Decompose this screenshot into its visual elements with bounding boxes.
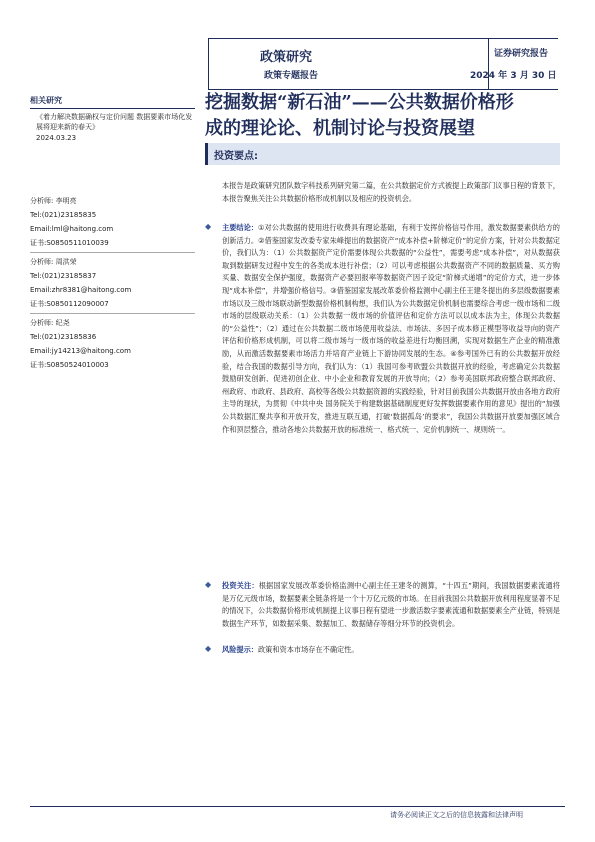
- section-tag: [205, 143, 560, 165]
- investment-focus: [222, 580, 560, 630]
- analyst-divider: [30, 252, 195, 253]
- analyst-name-2: 分析师: 周洪荣: [30, 258, 77, 266]
- analyst-email-3[interactable]: Email:jy14213@haitong.com: [30, 347, 131, 355]
- related-item[interactable]: 《着力解决数据确权与定价问题 数据要素市场化发展将迎来新的春天》: [36, 113, 193, 131]
- analyst-email-2[interactable]: Email:zhr8381@haitong.com: [30, 286, 132, 294]
- invest-label: 投资关注：: [222, 581, 259, 590]
- sidebar-related: [30, 96, 195, 143]
- main-conclusions: [222, 222, 560, 436]
- analyst-cert-2: 证书:S0850112090007: [30, 300, 109, 308]
- related-title: 相关研究: [30, 96, 62, 105]
- analyst-divider: [30, 313, 195, 314]
- intro-paragraph: 本报告是政策研究团队数字科技系列研究第二篇，在公共数据定价方式被提上政策部门议事日程的背景下，本报告聚焦关注公共数据价格形成机制以及相应的投资机会。: [222, 181, 560, 203]
- bullet-icon: [205, 224, 213, 232]
- related-divider: [30, 108, 195, 109]
- main-title: [205, 90, 565, 142]
- analyst-tel-3: Tel:(021)23185836: [30, 333, 97, 341]
- section-tag-label: 投资要点:: [214, 151, 258, 162]
- header-rule-left: [208, 38, 209, 90]
- risk-warning: [222, 644, 560, 657]
- analyst-block: [30, 194, 195, 372]
- analyst-email-1[interactable]: Email:lml@haitong.com: [30, 225, 114, 233]
- footer-rule: [30, 806, 565, 807]
- invest-paragraph: 根据国家发展改革委价格监测中心副主任王建冬的测算，“十四五”期间，我国数据要素流通将是万亿元级市场，数据要素全链条将是一个十万亿元级的市场。在目前我国公共数据开放利用程度显著不足的情况下，公共数据价格形成机制提上议事日程有望进一步激活数字要素流通和数据要素全产业链，特别是数据生产环节，如数据采集、数据加工、数据储存等细分环节的投资机会。: [222, 581, 560, 628]
- footer-disclaimer[interactable]: 请务必阅读正文之后的信息披露和法律声明: [390, 811, 523, 819]
- analyst-name-1: 分析师: 李明亮: [30, 197, 77, 205]
- header-title: 政策研究: [260, 50, 313, 65]
- analyst-name-3: 分析师: 纪尧: [30, 319, 70, 327]
- report-type: 证券研究报告: [494, 49, 549, 59]
- header-subtitle: 政策专题报告: [264, 71, 319, 81]
- analyst-cert-1: 证书:S0850511010039: [30, 239, 109, 247]
- analyst-tel-2: Tel:(021)23185837: [30, 272, 97, 280]
- main-paragraph: ①对公共数据的使用进行收费具有理论基础，有利于发挥价格信号作用，激发数据要素供给方的创新活力。②借鉴国家发改委专家朱峰提出的数据资产“成本补偿+阶梯定价”的定价方案，针对公共数据定价，我们认为：（1）公共数据资产定价需要体现公共数据的“公益性”，需要考虑“成本补偿”，对从数据获取到数据研发过程中发生的各类成本进行补偿；（2）可以考虑根据公共数据资产不同的数据质量、买方购买量、数据安全保护强度，数据资产必要回报率等数据资产因子设定“阶梯式递增”的定价方式，进一步体现“成本补偿”，并增强价格信号。③借鉴国家发展改革委价格监测中心副主任王建冬提出的多层级数据要素市场以及三级市场联动新型数据价格机制构想，我们认为公共数据定价机制也需要综合考虑一级市场和二级市场的层级联动关系：（1）公共数据一级市场的价值评估和定价方法可以以成本法为主，体现公共数据的“公益性”；（2）通过在公共数据二级市场使用收益法、市场法、多因子成本修正模型等收益导向的资产评估和价格形成机制，可以将二级市场与一级市场的收益差进行均衡回溯，实现对数据生产企业的精准激励，从而激活数据要素市场活力并培育产业链上下游协同发展的生态。④参考国外已有的公共数据开放经验，结合我国的数据引导方向，我们认为：（1）我国可参考欧盟公共数据开放的经验，考虑确定公共数据鼓励研发创新、促进初创企业、中小企业和教育发展的开放导向；（2）参考美国联邦政府整合联邦政府、州政府、市政府、县政府、高校等各级公共数据资源的实践经验，针对目前我国公共数据开放由各地方政府主导的现状，为贯彻《中共中央 国务院关于构建数据基础制度更好发挥数据要素作用的意见》提出的“加强公共数据汇聚共享和开放开发，推进互联互通，打破‘数据孤岛’的要求”，我国公共数据开放要加强区域合作和顶层整合，推动各地公共数据开放的标准统一、格式统一、定价机制统一、规则统一。: [222, 223, 560, 434]
- header-rule-top: [208, 38, 558, 39]
- analyst-tel-1: Tel:(021)23185835: [30, 211, 97, 219]
- risk-label: 风险提示：: [222, 645, 258, 654]
- bullet-icon: [205, 582, 213, 590]
- main-title-line1: 挖掘数据“新石油”——公共数据价格形: [205, 92, 514, 113]
- header-rule-right: [488, 38, 489, 90]
- risk-paragraph: 政策和资本市场存在不确定性。: [257, 645, 359, 654]
- main-label: 主要结论：: [222, 223, 259, 232]
- analyst-cert-3: 证书:S0850524010003: [30, 361, 109, 369]
- related-date: 2024.03.23: [36, 134, 77, 142]
- main-title-line2: 成的理论论、机制讨论与投资展望: [205, 118, 475, 139]
- report-date: 2024 年 3 月 30 日: [470, 71, 557, 81]
- bullet-icon: [205, 646, 213, 654]
